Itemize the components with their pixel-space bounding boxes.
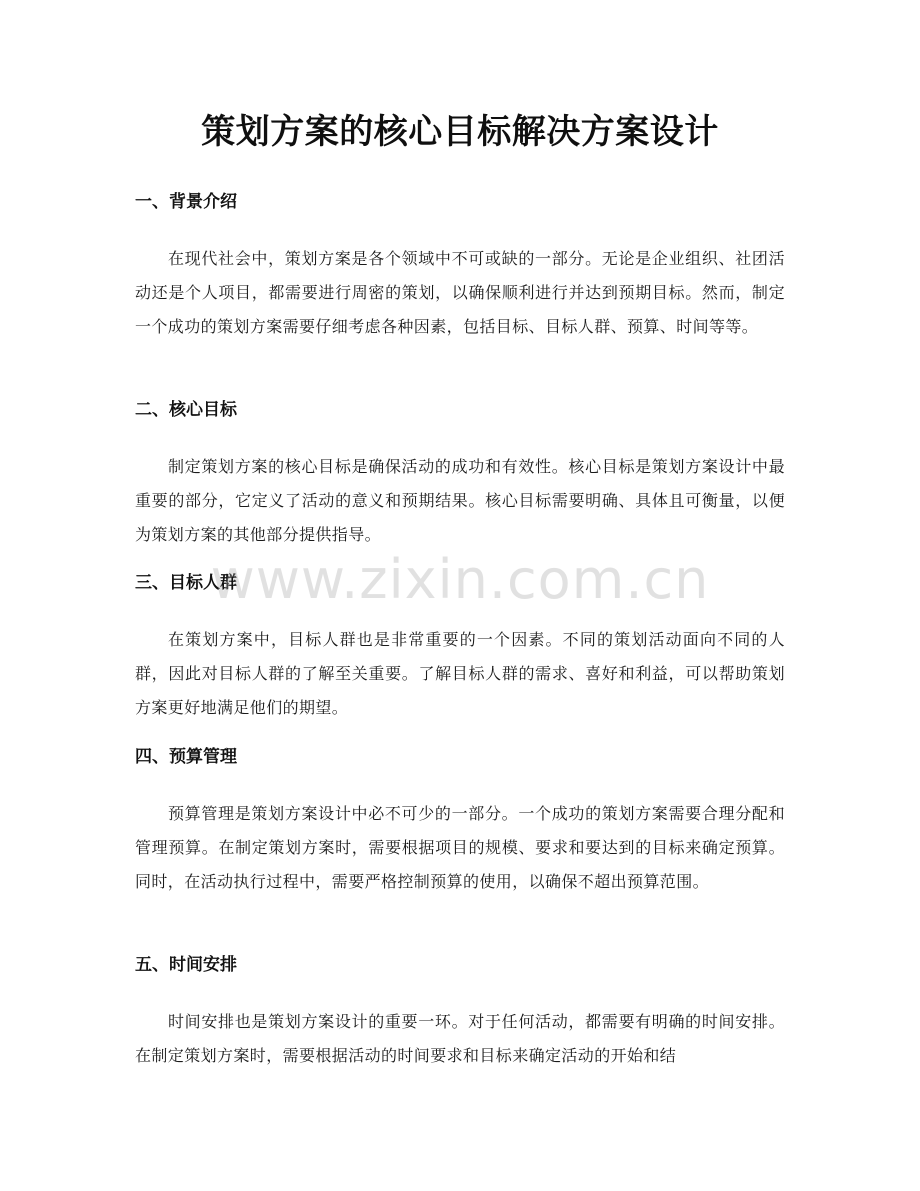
section-heading: 五、时间安排 — [135, 955, 237, 975]
section-heading: 一、背景介绍 — [135, 192, 237, 212]
document-title: 策划方案的核心目标解决方案设计 — [201, 112, 719, 152]
section-heading: 二、核心目标 — [135, 400, 237, 420]
section-heading: 三、目标人群 — [135, 573, 237, 593]
section-paragraph: 在策划方案中，目标人群也是非常重要的一个因素。不同的策划活动面向不同的人群，因此对目标人群的了解至关重要。了解目标人群的需求、喜好和利益，可以帮助策划方案更好地满足他们的期望。 — [135, 630, 785, 717]
section-paragraph: 在现代社会中，策划方案是各个领域中不可或缺的一部分。无论是企业组织、社团活动还是个人项目，都需要进行周密的策划，以确保顺利进行并达到预期目标。然而，制定一个成功的策划方案需要仔细考虑各种因素，包括目标、目标人群、预算、时间等等。 — [135, 249, 785, 336]
section-paragraph: 制定策划方案的核心目标是确保活动的成功和有效性。核心目标是策划方案设计中最重要的部分，它定义了活动的意义和预期结果。核心目标需要明确、具体且可衡量，以便为策划方案的其他部分提供指导。 — [135, 457, 785, 544]
section-heading: 四、预算管理 — [135, 747, 237, 767]
section-budget — [135, 745, 785, 899]
section-core-goal — [135, 398, 785, 552]
section-paragraph: 时间安排也是策划方案设计的重要一环。对于任何活动，都需要有明确的时间安排。在制定策划方案时，需要根据活动的时间要求和目标来确定活动的开始和结 — [135, 1012, 785, 1065]
section-background — [135, 190, 785, 344]
section-schedule — [135, 953, 785, 1073]
watermark: www.zixin.com.cn — [210, 548, 710, 611]
section-paragraph: 预算管理是策划方案设计中必不可少的一部分。一个成功的策划方案需要合理分配和管理预算。在制定策划方案时，需要根据项目的规模、要求和要达到的目标来确定预算。同时，在活动执行过程中，需要严格控制预算的使用，以确保不超出预算范围。 — [135, 804, 785, 891]
section-target-audience — [135, 571, 785, 725]
